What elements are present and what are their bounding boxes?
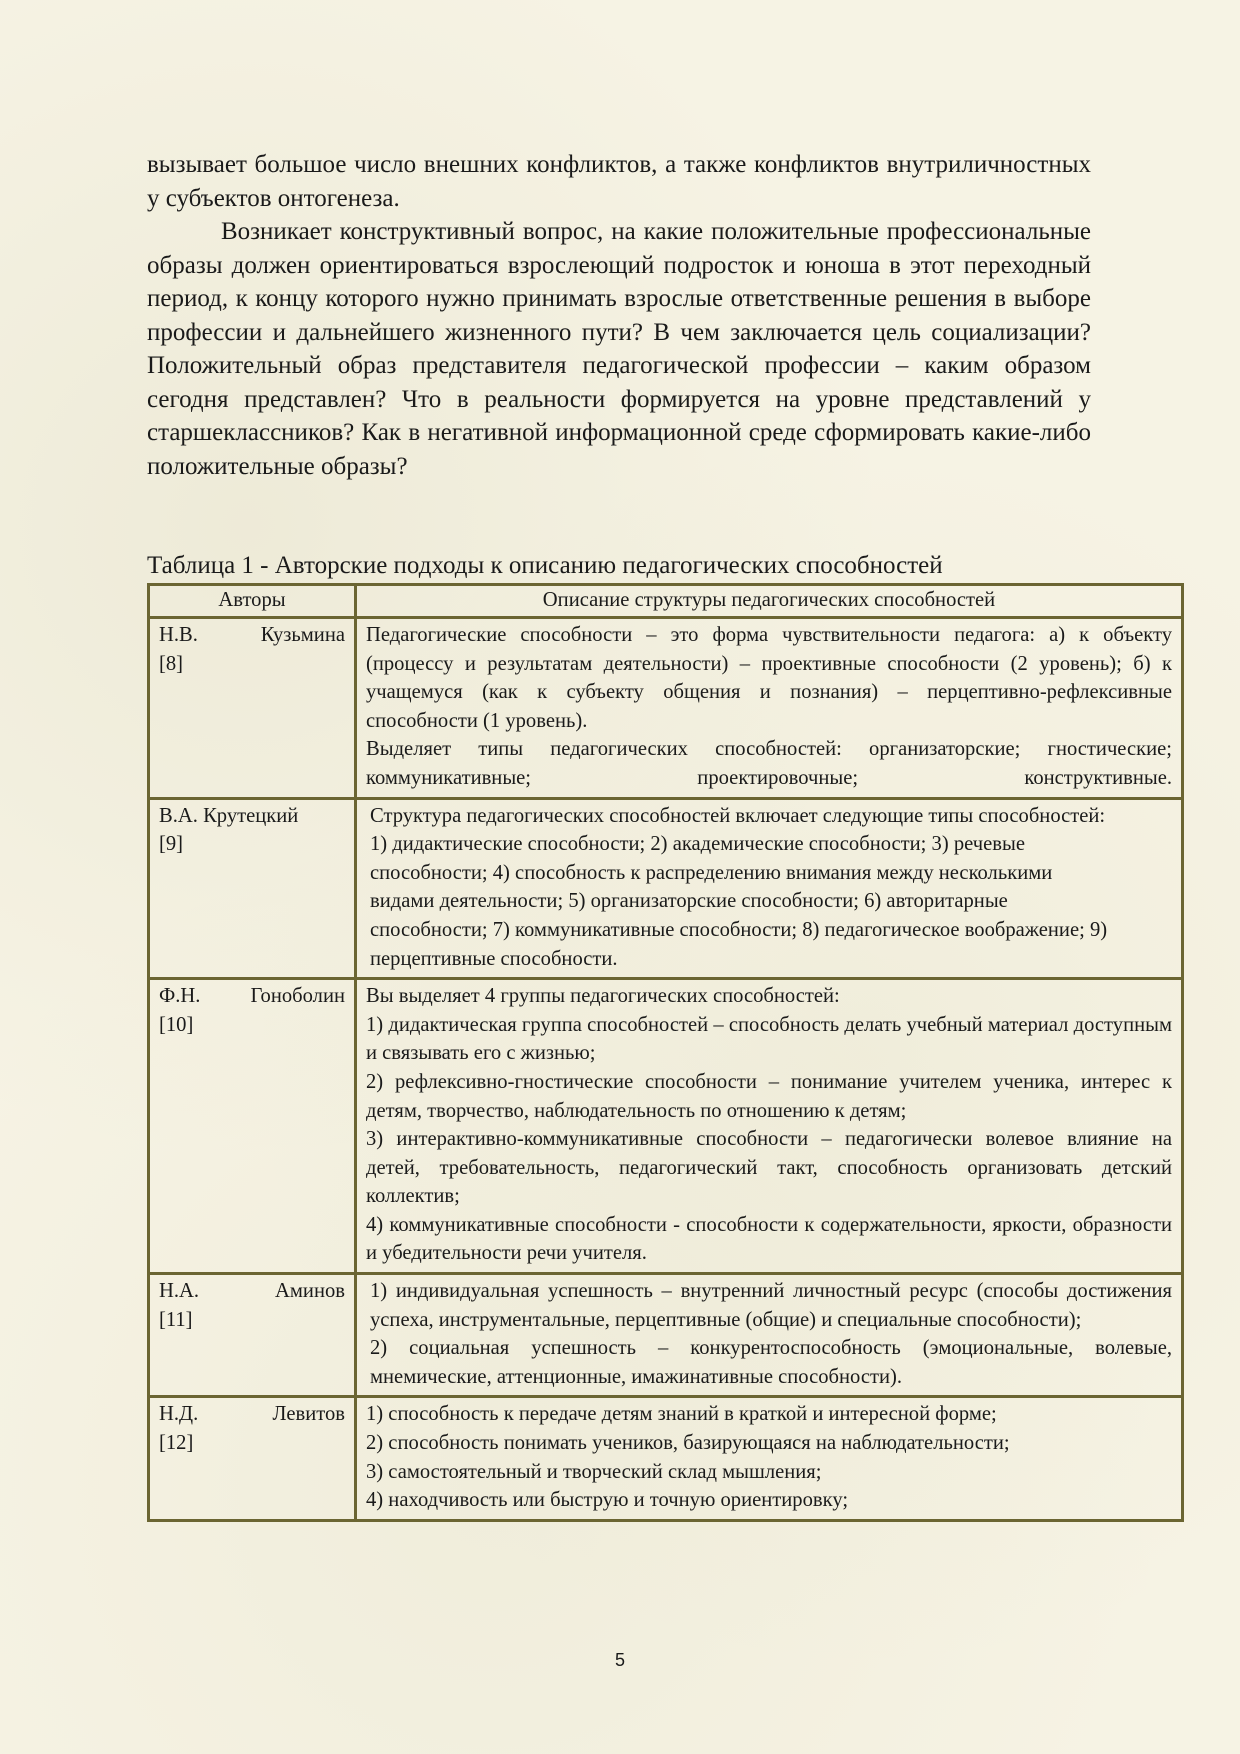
table-row	[149, 1397, 1183, 1520]
table-header-row	[149, 585, 1183, 618]
description-line: Вы выделяет 4 группы педагогических способностей:	[366, 985, 840, 1008]
author-name	[159, 621, 345, 650]
table-row	[149, 979, 1183, 1274]
description-line: Выделяет типы педагогических способностей: организаторские; гностические; коммуникативные; проектировочные; конструктивные.	[366, 738, 1172, 789]
author-surname: Аминов	[275, 1280, 345, 1303]
author-name	[159, 982, 345, 1011]
author-cell	[149, 979, 356, 1274]
author-cell	[149, 1274, 356, 1397]
author-initials: Н.В.	[159, 624, 198, 646]
author-name	[159, 805, 298, 827]
column-header-authors: Авторы	[149, 585, 356, 618]
description-line: 1) индивидуальная успешность – внутренний личностный ресурс (способы достижения успеха, инструментальные, перцептивные (общие) и специальные способности);	[370, 1280, 1172, 1331]
author-reference: [12]	[159, 1432, 194, 1455]
description-line: 1) способность к передаче детям знаний в краткой и интересной форме;	[366, 1403, 997, 1426]
page-number: 5	[614, 1650, 625, 1670]
table-caption: Таблица 1 - Авторские подходы к описанию педагогических способностей	[147, 552, 943, 579]
author-initials: Н.А.	[159, 1280, 200, 1303]
description-line: 2) социальная успешность – конкурентоспособность (эмоциональные, волевые, мнемические, аттенционные, имажинативные способности).	[370, 1337, 1172, 1388]
author-name	[159, 1277, 345, 1306]
description-cell	[356, 979, 1183, 1274]
description-cell	[356, 798, 1183, 979]
description-line: 2) способность понимать учеников, базирующаяся на наблюдательности;	[366, 1432, 1010, 1455]
table-row	[149, 1274, 1183, 1397]
description-line: 4) находчивость или быструю и точную ориентировку;	[366, 1489, 849, 1512]
author-initials: Н.Д.	[159, 1403, 199, 1426]
author-name	[159, 1400, 345, 1429]
author-surname: Кузьмина	[260, 624, 345, 646]
table-row	[149, 798, 1183, 979]
description-line: Педагогические способности – это форма чувствительности педагога: а) к объекту (процессу и результатам деятельности) – проективные способности (2 уровень); б) к учащемуся (как к субъекту общения и познания) – перцептивно-рефлексивные способности (1 уровень).	[366, 624, 1172, 732]
author-initials: Ф.Н.	[159, 985, 201, 1008]
author-cell	[149, 1397, 356, 1520]
author-surname: Гоноболин	[250, 985, 345, 1008]
description-line: 3) самостоятельный и творческий склад мышления;	[366, 1460, 822, 1483]
description-line: 2) рефлексивно-гностические способности – понимание учителем ученика, интерес к детям, творчество, наблюдательность по отношению к детям;	[366, 1070, 1172, 1122]
author-cell	[149, 618, 356, 799]
author-reference: [11]	[159, 1308, 193, 1331]
description-line: 3) интерактивно-коммуникативные способности – педагогически волевое влияние на детей, требовательность, педагогический такт, способность организовать детский коллектив;	[366, 1128, 1172, 1208]
description-cell	[356, 1274, 1183, 1397]
table-row	[149, 618, 1183, 799]
body-text	[147, 148, 1091, 483]
author-cell	[149, 798, 356, 979]
description-line: Структура педагогических способностей включает следующие типы способностей: 1) дидактические способности; 2) академические способности; 3) речевые способности; 4) способность к распределению внимания между несколькими видами деятельности; 5) организаторские способности; 6) авторитарные способности; 7) коммуникативные способности; 8) педагогическое воображение; 9) перцептивные способности.	[370, 804, 1108, 970]
abilities-table	[147, 583, 1184, 1522]
description-cell	[356, 1397, 1183, 1520]
paragraph: вызывает большое число внешних конфликтов, а также конфликтов внутриличностных у субъектов онтогенеза.	[147, 151, 1091, 212]
description-line: 1) дидактическая группа способностей – способность делать учебный материал доступным и связывать его с жизнью;	[366, 1013, 1172, 1065]
paragraph: Возникает конструктивный вопрос, на какие положительные профессиональные образы должен ориентироваться взрослеющий подросток и юноша в этот переходный период, к концу которого нужно принимать взрослые ответственные решения в выборе профессии и дальнейшего жизненного пути? В чем заключается цель социализации? Положительный образ представителя педагогической профессии – каким образом сегодня представлен? Что в реальности формируется на уровне представлений у старшеклассников? Как в негативной информационной среде сформировать какие-либо положительные образы?	[147, 218, 1091, 480]
author-reference: [9]	[159, 833, 184, 856]
description-line: 4) коммуникативные способности - способности к содержательности, яркости, образности и убедительности речи учителя.	[366, 1213, 1172, 1265]
column-header-description: Описание структуры педагогических способностей	[356, 585, 1183, 618]
description-cell	[356, 618, 1183, 799]
author-surname: Левитов	[272, 1403, 345, 1426]
author-initials: В.А.	[159, 804, 198, 827]
author-reference: [8]	[159, 652, 184, 675]
author-reference: [10]	[159, 1013, 194, 1036]
author-surname: Крутецкий	[203, 804, 299, 827]
